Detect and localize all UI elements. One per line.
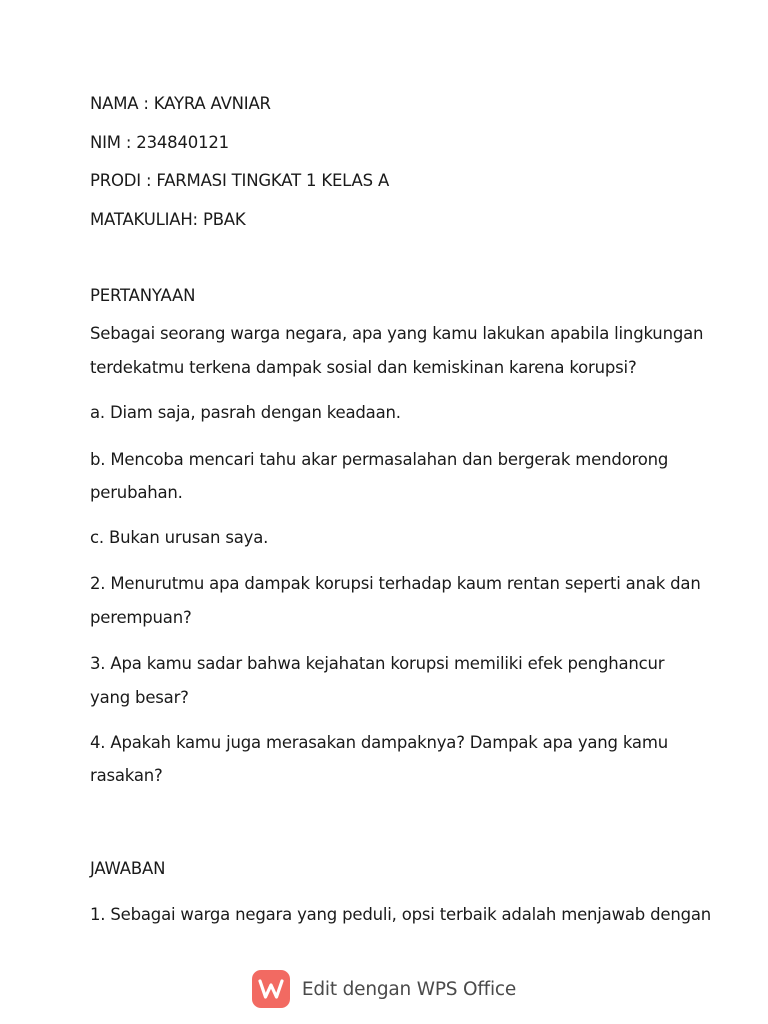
student-nim: NIM : 234840121 [90, 133, 229, 152]
edit-with-wps-link[interactable]: Edit dengan WPS Office [301, 978, 517, 1000]
option-b-line-2: perubahan. [90, 483, 183, 502]
answers-heading: JAWABAN [90, 859, 166, 878]
student-prodi: PRODI : FARMASI TINGKAT 1 KELAS A [90, 171, 390, 190]
wps-office-logo-icon[interactable] [252, 970, 290, 1008]
question-2-line-1: 2. Menurutmu apa dampak korupsi terhadap kaum rentan seperti anak dan [90, 574, 701, 593]
question-3-line-2: yang besar? [90, 688, 189, 707]
option-a: a. Diam saja, pasrah dengan keadaan. [90, 403, 401, 422]
question-3-line-1: 3. Apa kamu sadar bahwa kejahatan korupsi memiliki efek penghancur [90, 654, 665, 673]
answer-1-line-1: 1. Sebagai warga negara yang peduli, opsi terbaik adalah menjawab dengan [90, 905, 712, 924]
course-name: MATAKULIAH: PBAK [90, 210, 246, 229]
questions-heading: PERTANYAAN [90, 286, 196, 305]
question-1-line-1: Sebagai seorang warga negara, apa yang kamu lakukan apabila lingkungan [90, 324, 704, 343]
student-name: NAMA : KAYRA AVNIAR [90, 94, 271, 113]
question-4-line-2: rasakan? [90, 766, 163, 785]
question-1-line-2: terdekatmu terkena dampak sosial dan kemiskinan karena korupsi? [90, 358, 637, 377]
option-c: c. Bukan urusan saya. [90, 528, 269, 547]
option-b-line-1: b. Mencoba mencari tahu akar permasalahan dan bergerak mendorong [90, 450, 669, 469]
question-4-line-1: 4. Apakah kamu juga merasakan dampaknya? Dampak apa yang kamu [90, 733, 668, 752]
wps-edit-banner[interactable] [0, 968, 768, 1010]
question-2-line-2: perempuan? [90, 608, 192, 627]
